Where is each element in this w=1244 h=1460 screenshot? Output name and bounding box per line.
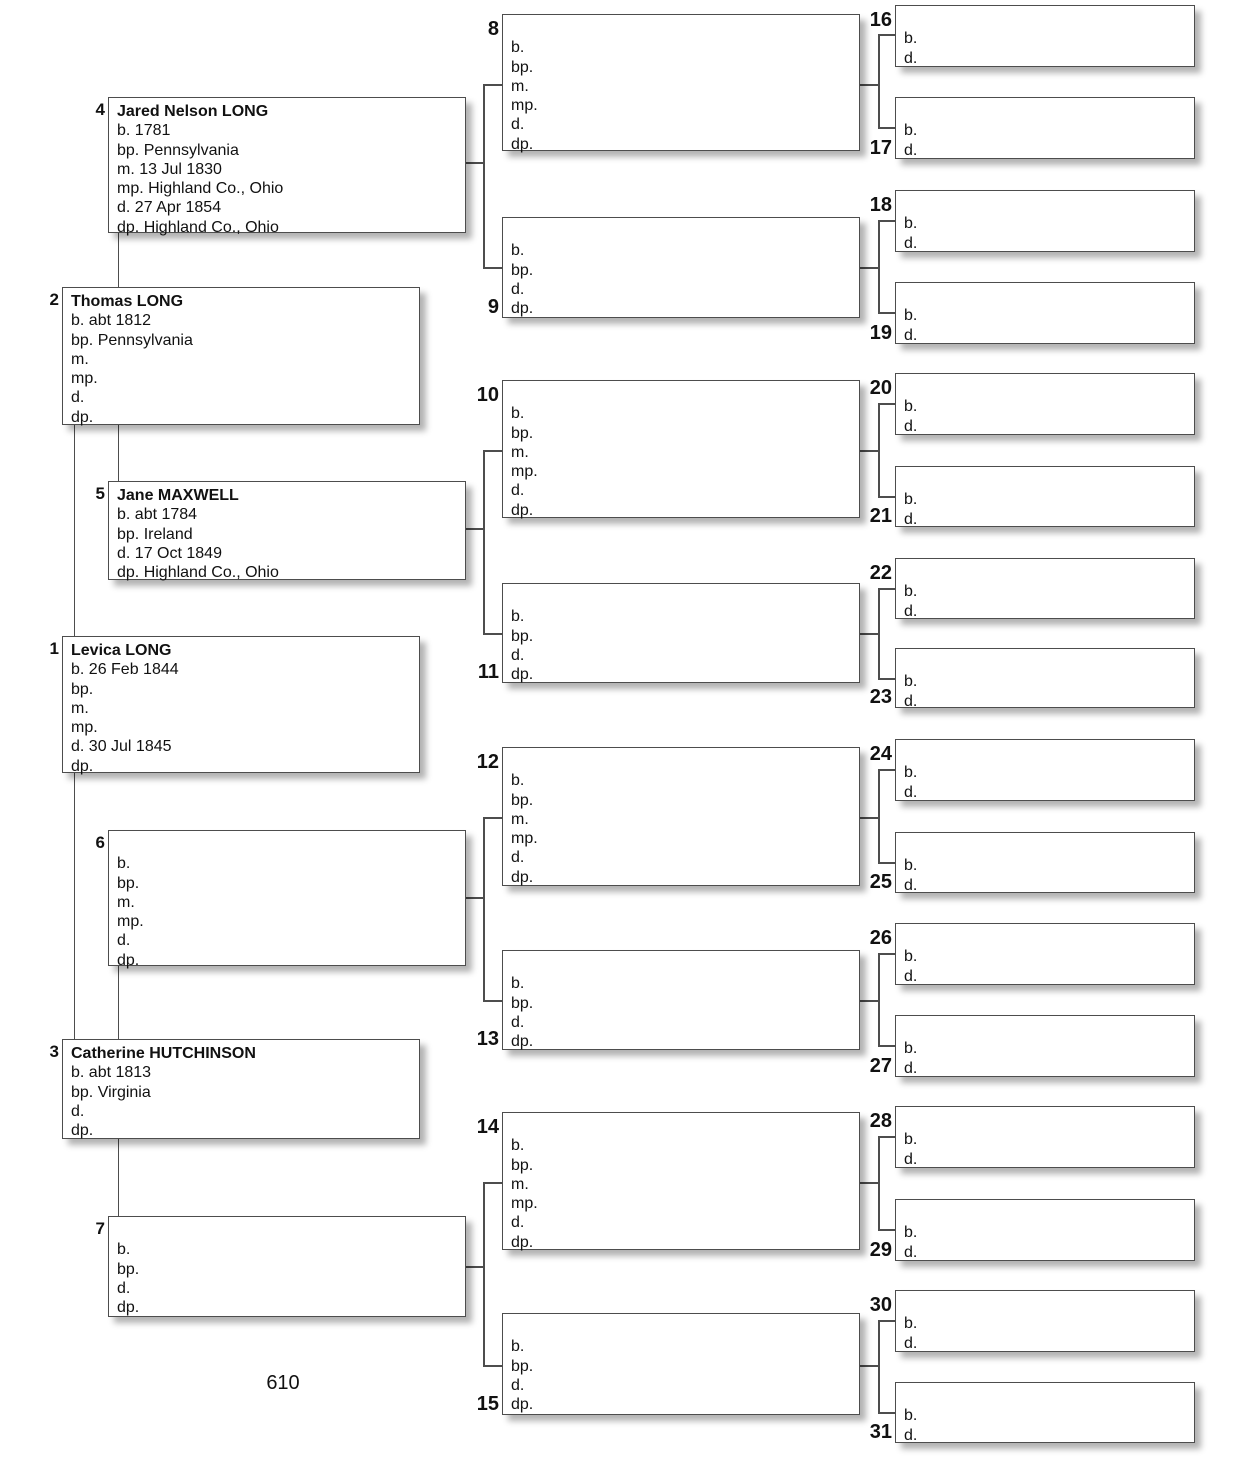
- person-field: b.: [904, 764, 918, 782]
- connector-line: [483, 450, 502, 452]
- person-field: bp.: [511, 1156, 534, 1174]
- person-field: b.: [511, 1338, 525, 1356]
- person-field: dp.: [71, 1122, 94, 1140]
- person-field: dp.: [511, 868, 534, 886]
- person-field: b.: [904, 1315, 918, 1333]
- person-name: [904, 744, 1188, 763]
- person-field: b.: [511, 242, 525, 260]
- page-number: 610: [266, 1372, 300, 1394]
- person-name: [904, 837, 1188, 856]
- person-field: mp.: [511, 830, 538, 848]
- person-field: b.: [904, 307, 918, 325]
- person-name: [904, 928, 1188, 947]
- person-field: d.: [71, 1102, 85, 1120]
- person-field: m.: [71, 699, 89, 717]
- person-field: mp.: [71, 370, 98, 388]
- box-number: 21: [869, 505, 892, 527]
- person-field: d.: [904, 234, 918, 252]
- connector-line: [483, 1000, 502, 1002]
- person-field: dp.: [511, 1396, 534, 1414]
- person-name: [904, 1111, 1188, 1130]
- person-box-16: [895, 5, 1195, 67]
- person-field: b.: [904, 1224, 918, 1242]
- box-number: 29: [869, 1239, 892, 1261]
- person-field: bp.: [511, 261, 534, 279]
- person-field: mp. Highland Co., Ohio: [117, 180, 284, 198]
- connector-line: [860, 450, 880, 452]
- person-field: b.: [511, 975, 525, 993]
- box-number: 31: [869, 1421, 892, 1443]
- connector-line: [466, 162, 485, 164]
- person-field: d.: [71, 389, 85, 407]
- person-field: dp.: [511, 1233, 534, 1251]
- person-field: bp.: [511, 1357, 534, 1375]
- person-field: d.: [904, 692, 918, 710]
- person-name: [904, 102, 1188, 121]
- connector-line: [483, 84, 502, 86]
- person-field: bp. Ireland: [117, 525, 193, 543]
- connector-line: [118, 966, 119, 1039]
- person-field: b.: [904, 948, 918, 966]
- connector-line: [860, 1365, 880, 1367]
- connector-line: [483, 633, 502, 635]
- person-field: mp.: [511, 97, 538, 115]
- connector-line: [878, 1136, 895, 1138]
- person-field: b. abt 1813: [71, 1064, 152, 1082]
- person-field: dp.: [511, 501, 534, 519]
- person-field: m.: [511, 443, 529, 461]
- person-box-28: [895, 1106, 1195, 1168]
- person-field: b.: [511, 608, 525, 626]
- person-name: Jane MAXWELL: [117, 487, 239, 504]
- box-number: 17: [869, 137, 892, 159]
- connector-line: [878, 1412, 895, 1414]
- person-name: [904, 563, 1188, 582]
- box-number: 8: [487, 18, 499, 40]
- person-field: b.: [904, 215, 918, 233]
- person-field: b.: [904, 583, 918, 601]
- person-field: mp.: [71, 719, 98, 737]
- connector-line: [466, 528, 485, 530]
- bracket-line: [483, 84, 485, 269]
- connector-line: [74, 425, 75, 636]
- person-name: [904, 1204, 1188, 1223]
- person-name: [511, 752, 853, 771]
- person-field: d. 27 Apr 1854: [117, 199, 222, 217]
- person-box-23: [895, 648, 1195, 708]
- box-number: 25: [869, 871, 892, 893]
- connector-line: [466, 897, 485, 899]
- person-field: bp.: [117, 874, 140, 892]
- box-number: 14: [476, 1116, 499, 1138]
- person-name: [511, 955, 853, 974]
- person-box-21: [895, 466, 1195, 527]
- person-box-6: [108, 830, 466, 969]
- person-field: b.: [904, 30, 918, 48]
- person-field: dp.: [71, 408, 94, 426]
- person-box-9: [502, 217, 860, 318]
- box-number: 9: [487, 296, 499, 318]
- person-field: dp. Highland Co., Ohio: [117, 218, 279, 236]
- person-name: [904, 378, 1188, 397]
- person-box-4: [108, 97, 466, 236]
- person-name: [511, 19, 853, 38]
- person-name: [904, 1295, 1188, 1314]
- person-field: d.: [904, 1243, 918, 1261]
- person-field: dp.: [117, 1299, 140, 1317]
- person-field: b.: [117, 855, 131, 873]
- person-field: m.: [511, 77, 529, 95]
- person-box-8: [502, 14, 860, 151]
- connector-line: [860, 817, 880, 819]
- person-box-10: [502, 380, 860, 518]
- bracket-line: [483, 450, 485, 635]
- person-field: bp. Pennsylvania: [71, 331, 193, 349]
- person-field: m.: [117, 893, 135, 911]
- person-field: b.: [904, 673, 918, 691]
- person-field: d.: [904, 326, 918, 344]
- person-field: m. 13 Jul 1830: [117, 160, 222, 178]
- person-field: b. 1781: [117, 122, 171, 140]
- person-box-29: [895, 1199, 1195, 1261]
- connector-line: [74, 773, 75, 1039]
- box-number: 18: [869, 194, 892, 216]
- person-field: b.: [511, 405, 525, 423]
- person-name: [904, 287, 1188, 306]
- connector-line: [483, 267, 502, 269]
- person-field: b.: [904, 122, 918, 140]
- connector-line: [860, 84, 880, 86]
- person-field: d.: [511, 1013, 525, 1031]
- person-field: b.: [511, 772, 525, 790]
- connector-line: [860, 267, 880, 269]
- person-box-26: [895, 923, 1195, 985]
- person-field: d.: [904, 417, 918, 435]
- person-name: [511, 1117, 853, 1136]
- connector-line: [878, 312, 895, 314]
- person-name: [904, 1387, 1188, 1406]
- person-field: m.: [511, 1175, 529, 1193]
- person-field: b.: [904, 857, 918, 875]
- person-field: d.: [511, 1376, 525, 1394]
- connector-line: [878, 769, 895, 771]
- person-name: [511, 222, 853, 241]
- person-name: [117, 1221, 459, 1240]
- person-box-22: [895, 558, 1195, 619]
- connector-line: [860, 633, 880, 635]
- connector-line: [878, 953, 895, 955]
- person-field: dp.: [511, 1033, 534, 1051]
- person-field: b.: [904, 1040, 918, 1058]
- person-field: b. 26 Feb 1844: [71, 661, 179, 679]
- person-field: b.: [117, 1241, 131, 1259]
- box-number: 15: [476, 1393, 499, 1415]
- person-field: bp. Pennsylvania: [117, 141, 239, 159]
- person-name: [511, 385, 853, 404]
- person-box-15: [502, 1313, 860, 1415]
- person-name: [117, 835, 459, 854]
- box-number: 10: [476, 384, 499, 406]
- person-field: dp.: [511, 300, 534, 318]
- person-name: [904, 195, 1188, 214]
- person-box-3: [62, 1039, 420, 1139]
- person-field: b.: [904, 491, 918, 509]
- connector-line: [878, 1229, 895, 1231]
- person-field: d.: [511, 646, 525, 664]
- box-number: 23: [869, 686, 892, 708]
- person-name: [511, 1318, 853, 1337]
- person-box-19: [895, 282, 1195, 344]
- person-field: d.: [904, 602, 918, 620]
- person-name: [904, 10, 1188, 29]
- person-field: d.: [511, 280, 525, 298]
- connector-line: [860, 1182, 880, 1184]
- person-field: b.: [904, 1131, 918, 1149]
- person-field: mp.: [511, 463, 538, 481]
- person-field: d. 17 Oct 1849: [117, 544, 222, 562]
- person-field: b.: [904, 398, 918, 416]
- person-field: bp.: [71, 680, 94, 698]
- person-field: b. abt 1812: [71, 312, 152, 330]
- box-number: 24: [869, 743, 892, 765]
- person-field: bp.: [511, 994, 534, 1012]
- person-field: d.: [904, 510, 918, 528]
- connector-line: [118, 425, 119, 481]
- box-number: 16: [869, 9, 892, 31]
- box-number: 20: [869, 377, 892, 399]
- person-field: d.: [511, 482, 525, 500]
- person-box-14: [502, 1112, 860, 1250]
- person-field: bp.: [511, 791, 534, 809]
- connector-line: [878, 1320, 895, 1322]
- box-number: 26: [869, 927, 892, 949]
- person-box-20: [895, 373, 1195, 435]
- person-field: d.: [117, 932, 131, 950]
- person-name: [904, 471, 1188, 490]
- person-field: d. 30 Jul 1845: [71, 738, 172, 756]
- connector-line: [860, 1000, 880, 1002]
- connector-line: [878, 1045, 895, 1047]
- box-number: 4: [95, 100, 105, 119]
- person-box-30: [895, 1290, 1195, 1352]
- box-number: 1: [49, 639, 59, 658]
- bracket-line: [878, 34, 880, 129]
- connector-line: [878, 496, 895, 498]
- person-field: d.: [117, 1279, 131, 1297]
- person-field: d.: [904, 141, 918, 159]
- person-name: [904, 653, 1188, 672]
- person-box-11: [502, 583, 860, 683]
- connector-line: [878, 678, 895, 680]
- person-field: b.: [511, 1137, 525, 1155]
- person-box-25: [895, 832, 1195, 893]
- person-name: Jared Nelson LONG: [117, 103, 269, 120]
- box-number: 30: [869, 1294, 892, 1316]
- box-number: 12: [476, 751, 499, 773]
- person-field: bp.: [511, 627, 534, 645]
- person-box-13: [502, 950, 860, 1050]
- person-field: d.: [904, 1334, 918, 1352]
- person-box-2: [62, 287, 420, 425]
- bracket-line: [483, 1182, 485, 1367]
- person-field: dp.: [71, 757, 94, 775]
- connector-line: [878, 34, 895, 36]
- person-field: b.: [904, 1407, 918, 1425]
- person-field: d.: [904, 876, 918, 894]
- person-box-17: [895, 97, 1195, 159]
- person-field: d.: [511, 1214, 525, 1232]
- person-field: d.: [511, 116, 525, 134]
- person-box-24: [895, 739, 1195, 801]
- connector-line: [483, 1182, 502, 1184]
- box-number: 6: [95, 833, 105, 852]
- connector-line: [483, 1365, 502, 1367]
- connector-line: [878, 403, 895, 405]
- person-box-5: [108, 481, 466, 580]
- person-field: dp.: [511, 135, 534, 153]
- person-field: b.: [511, 39, 525, 57]
- connector-line: [878, 127, 895, 129]
- box-number: 13: [476, 1028, 499, 1050]
- person-name: Catherine HUTCHINSON: [71, 1045, 256, 1062]
- connector-line: [878, 220, 895, 222]
- connector-line: [466, 1266, 485, 1268]
- box-number: 5: [95, 484, 105, 503]
- box-number: 27: [869, 1055, 892, 1077]
- box-number: 7: [95, 1219, 105, 1238]
- person-field: d.: [904, 783, 918, 801]
- person-field: mp.: [511, 1195, 538, 1213]
- connector-line: [878, 588, 895, 590]
- bracket-line: [878, 1320, 880, 1414]
- person-field: dp.: [511, 666, 534, 684]
- person-name: Levica LONG: [71, 642, 172, 659]
- person-box-18: [895, 190, 1195, 252]
- box-number: 19: [869, 322, 892, 344]
- person-field: d.: [904, 1426, 918, 1444]
- connector-line: [878, 862, 895, 864]
- box-number: 3: [49, 1042, 59, 1061]
- person-field: bp.: [117, 1260, 140, 1278]
- connector-line: [118, 233, 119, 287]
- person-name: [904, 1020, 1188, 1039]
- person-field: b. abt 1784: [117, 506, 198, 524]
- person-name: [511, 588, 853, 607]
- person-field: d.: [904, 967, 918, 985]
- person-field: mp.: [117, 913, 144, 931]
- person-box-7: [108, 1216, 466, 1317]
- person-field: bp. Virginia: [71, 1083, 151, 1101]
- person-box-12: [502, 747, 860, 886]
- person-box-27: [895, 1015, 1195, 1077]
- person-field: m.: [511, 810, 529, 828]
- person-field: bp.: [511, 58, 534, 76]
- box-number: 22: [869, 562, 892, 584]
- connector-line: [118, 1139, 119, 1216]
- person-field: dp. Highland Co., Ohio: [117, 564, 279, 582]
- person-field: d.: [904, 1059, 918, 1077]
- person-name: Thomas LONG: [71, 293, 184, 310]
- bracket-line: [483, 817, 485, 1002]
- person-box-1: [62, 636, 420, 773]
- person-field: d.: [904, 49, 918, 67]
- connector-line: [483, 817, 502, 819]
- box-number: 28: [869, 1110, 892, 1132]
- person-box-31: [895, 1382, 1195, 1443]
- person-field: dp.: [117, 951, 140, 969]
- person-field: bp.: [511, 424, 534, 442]
- person-field: m.: [71, 350, 89, 368]
- box-number: 11: [477, 661, 499, 683]
- box-number: 2: [49, 290, 59, 309]
- person-field: d.: [904, 1150, 918, 1168]
- person-field: d.: [511, 849, 525, 867]
